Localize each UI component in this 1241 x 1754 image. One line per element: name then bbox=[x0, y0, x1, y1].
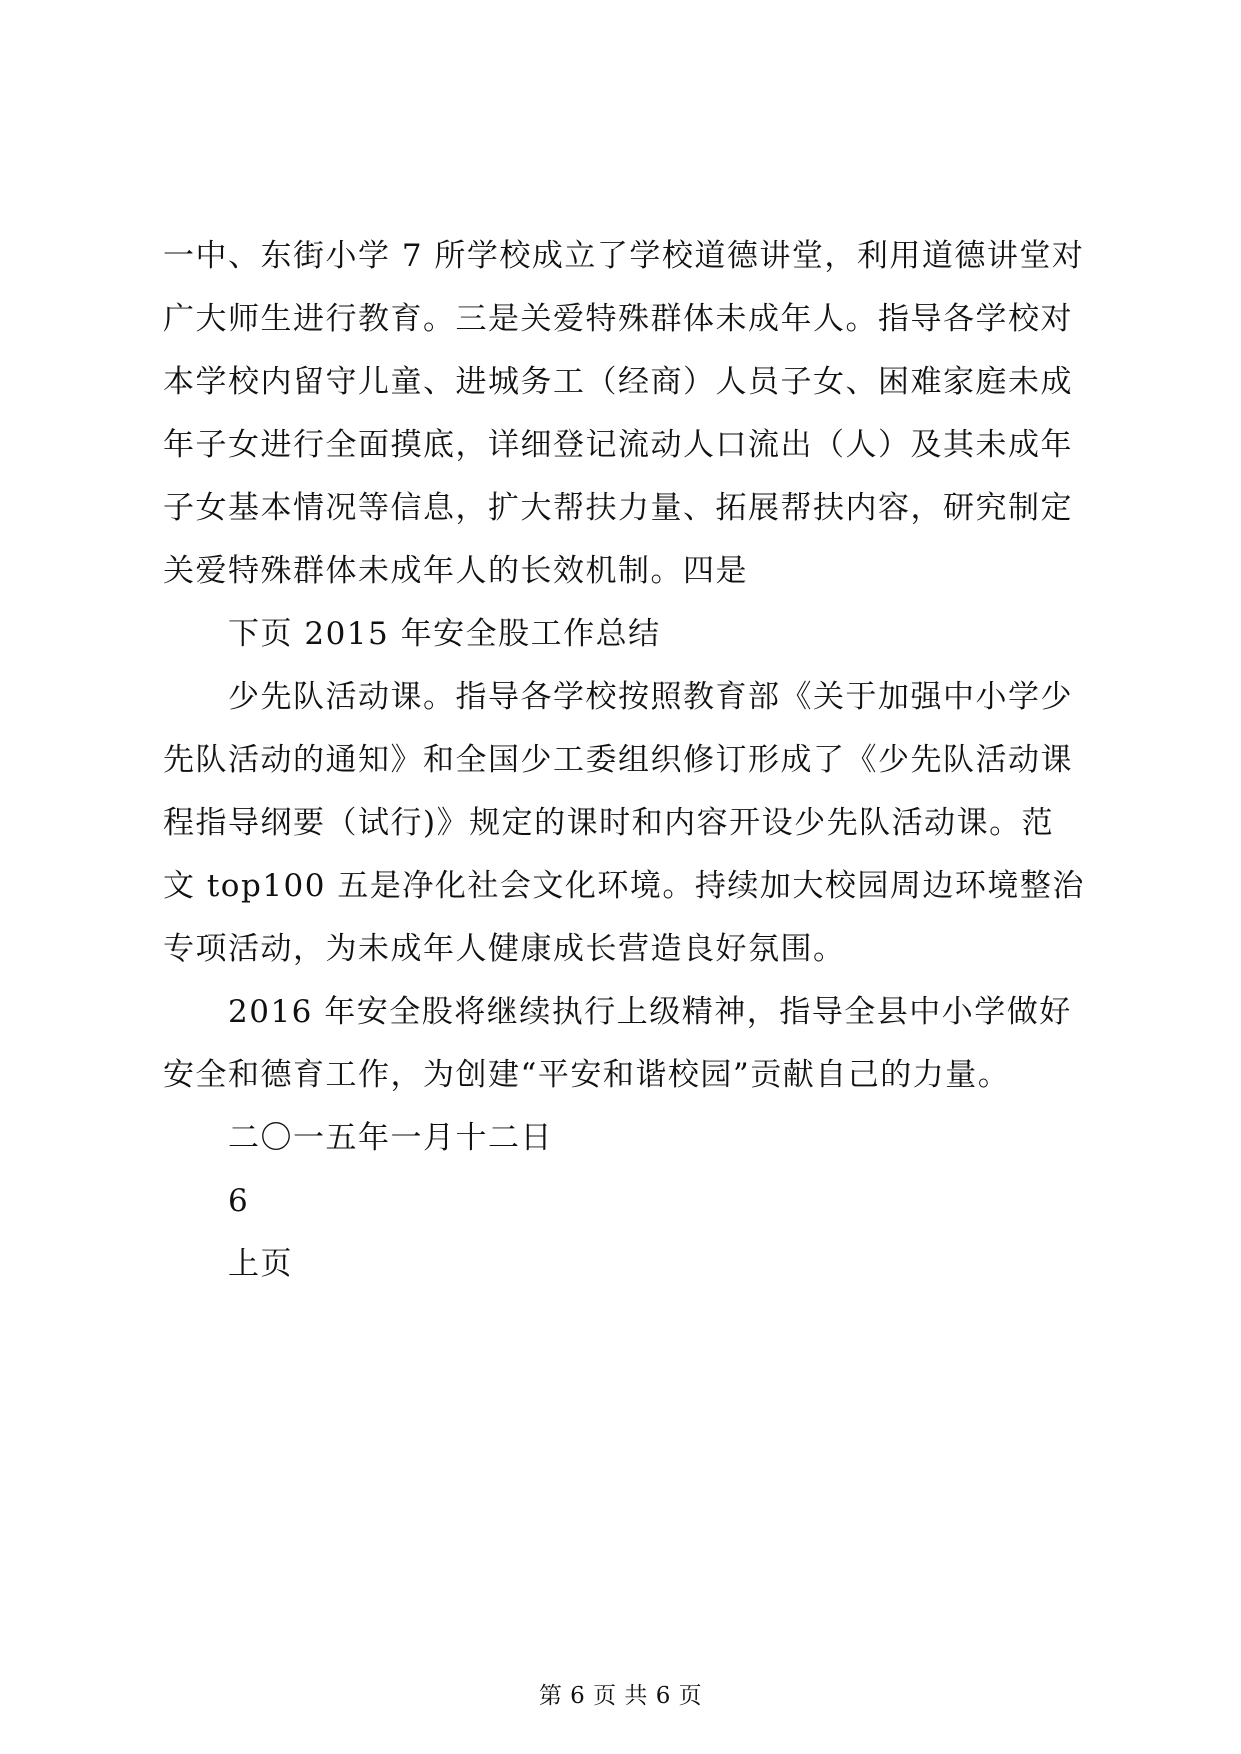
document-body bbox=[163, 225, 1088, 1296]
text-line: 少先队活动课。指导各学校按照教育部《关于加强中小学少 bbox=[228, 679, 1073, 715]
paragraph-2016-plan bbox=[163, 981, 1088, 1107]
next-page-link-row bbox=[163, 603, 1088, 666]
number-row bbox=[163, 1170, 1088, 1233]
text-line: 本学校内留守儿童、进城务工（经商）人员子女、困难家庭未成 bbox=[163, 364, 1073, 400]
text-line: 先队活动的通知》和全国少工委组织修订形成了《少先队活动课 bbox=[163, 742, 1073, 778]
paragraph-moral-lecture bbox=[163, 225, 1088, 603]
text-line: 程指导纲要（试行)》规定的课时和内容开设少先队活动课。范 bbox=[163, 805, 1055, 841]
text-line: 年子女进行全面摸底，详细登记流动人口流出（人）及其未成年 bbox=[163, 427, 1073, 463]
text-line: 关爱特殊群体未成年人的长效机制。四是 bbox=[163, 553, 748, 589]
text-line: 一中、东街小学 7 所学校成立了学校道德讲堂，利用道德讲堂对 bbox=[163, 238, 1085, 274]
text-line: 专项活动，为未成年人健康成长营造良好氛围。 bbox=[163, 931, 846, 967]
page-number-text: 6 bbox=[228, 1183, 250, 1219]
next-page-title[interactable]: 下页 2015 年安全股工作总结 bbox=[228, 616, 661, 652]
prev-page-link[interactable]: 上页 bbox=[228, 1246, 293, 1282]
text-line: 子女基本情况等信息，扩大帮扶力量、拓展帮扶内容，研究制定 bbox=[163, 490, 1073, 526]
date-row bbox=[163, 1107, 1088, 1170]
document-date: 二〇一五年一月十二日 bbox=[228, 1120, 553, 1156]
text-line: 广大师生进行教育。三是关爱特殊群体未成年人。指导各学校对 bbox=[163, 301, 1073, 337]
prev-page-row bbox=[163, 1233, 1088, 1296]
paragraph-young-pioneers bbox=[163, 666, 1088, 981]
text-line: 2016 年安全股将继续执行上级精神，指导全县中小学做好 bbox=[228, 994, 1072, 1030]
page-footer: 第 6 页 共 6 页 bbox=[538, 1683, 703, 1709]
text-line: 安全和德育工作，为创建“平安和谐校园”贡献自己的力量。 bbox=[163, 1057, 1011, 1093]
text-line: 文 top100 五是净化社会文化环境。持续加大校园周边环境整治 bbox=[163, 868, 1085, 904]
